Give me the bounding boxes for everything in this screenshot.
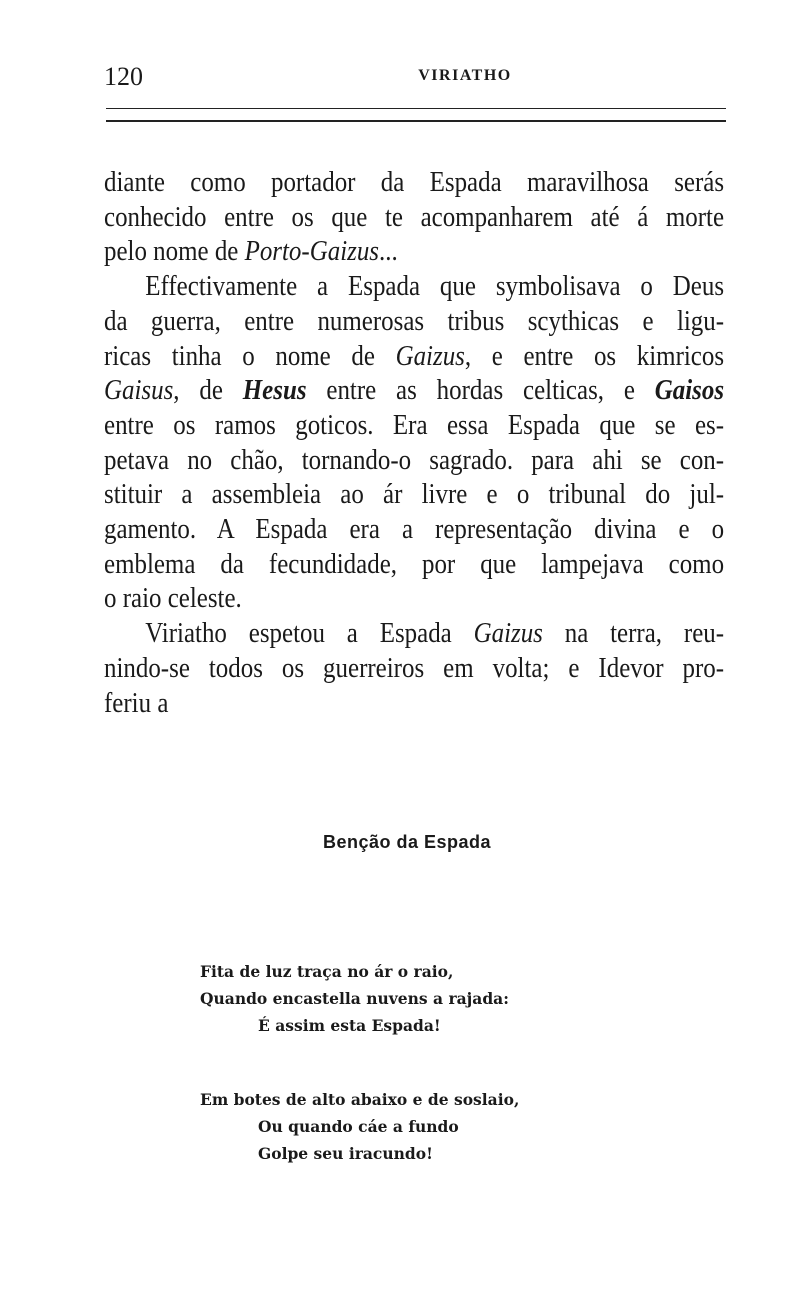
verse-line: É assim esta Espada! xyxy=(258,1016,441,1035)
prose-body xyxy=(104,165,724,720)
poem-stanza-2 xyxy=(200,1086,600,1167)
italic-term: Hesus xyxy=(242,374,307,407)
prose-line: diante como portador da Espada maravilhosa serás xyxy=(104,166,725,198)
prose-line: o raio celeste. xyxy=(104,582,242,615)
prose-line: petava no chão, tornando-o sagrado. para ahi se con- xyxy=(104,443,725,476)
verse-line: Ou quando cáe a fundo xyxy=(258,1117,459,1136)
prose-line: ricas tinha o nome de Gaizus, e entre os kimricos xyxy=(104,339,725,372)
italic-term: Gaizus xyxy=(395,339,465,372)
running-title: VIRIATHO xyxy=(418,67,512,84)
italic-term: Porto-Gaizus xyxy=(244,235,380,268)
verse-line: Golpe seu iracundo! xyxy=(258,1144,433,1163)
italic-term: Gaisos xyxy=(654,374,725,407)
prose-line: feriu a xyxy=(104,686,169,719)
prose-line: conhecido entre os que te acompanharem até á morte xyxy=(104,200,725,233)
verse-line: Fita de luz traça no ár o raio, xyxy=(200,962,454,981)
page-number: 120 xyxy=(104,62,143,91)
prose-line: Gaisus, de Hesus entre as hordas celticas, e Gaisos xyxy=(104,374,725,407)
italic-term: Gaizus xyxy=(473,617,543,650)
verse-line: Em botes de alto abaixo e de soslaio, xyxy=(200,1090,520,1109)
poem-title: Benção da Espada xyxy=(322,832,492,852)
prose-line: Viriatho espetou a Espada Gaizus na terra, reu- xyxy=(145,617,725,650)
verse-line: Quando encastella nuvens a rajada: xyxy=(200,989,509,1008)
prose-line: nindo-se todos os guerreiros em volta; e Idevor pro- xyxy=(104,651,725,684)
prose-line: gamento. A Espada era a representação divina e o xyxy=(104,513,725,546)
poem-stanza-1 xyxy=(200,958,600,1039)
prose-line: stituir a assembleia ao ár livre e o tribunal do jul- xyxy=(104,478,725,511)
prose-line: emblema da fecundidade, por que lampejava como xyxy=(104,547,725,580)
header-rule-thick xyxy=(106,120,726,122)
prose-line: pelo nome de Porto-Gaizus... xyxy=(104,235,398,268)
italic-term: Gaisus xyxy=(104,374,174,407)
prose-line: Effectivamente a Espada que symbolisava o Deus xyxy=(145,270,725,303)
prose-line: da guerra, entre numerosas tribus scythicas e ligu- xyxy=(104,304,725,337)
header-rule-thin xyxy=(106,108,726,109)
prose-line: entre os ramos goticos. Era essa Espada que se es- xyxy=(104,408,725,441)
